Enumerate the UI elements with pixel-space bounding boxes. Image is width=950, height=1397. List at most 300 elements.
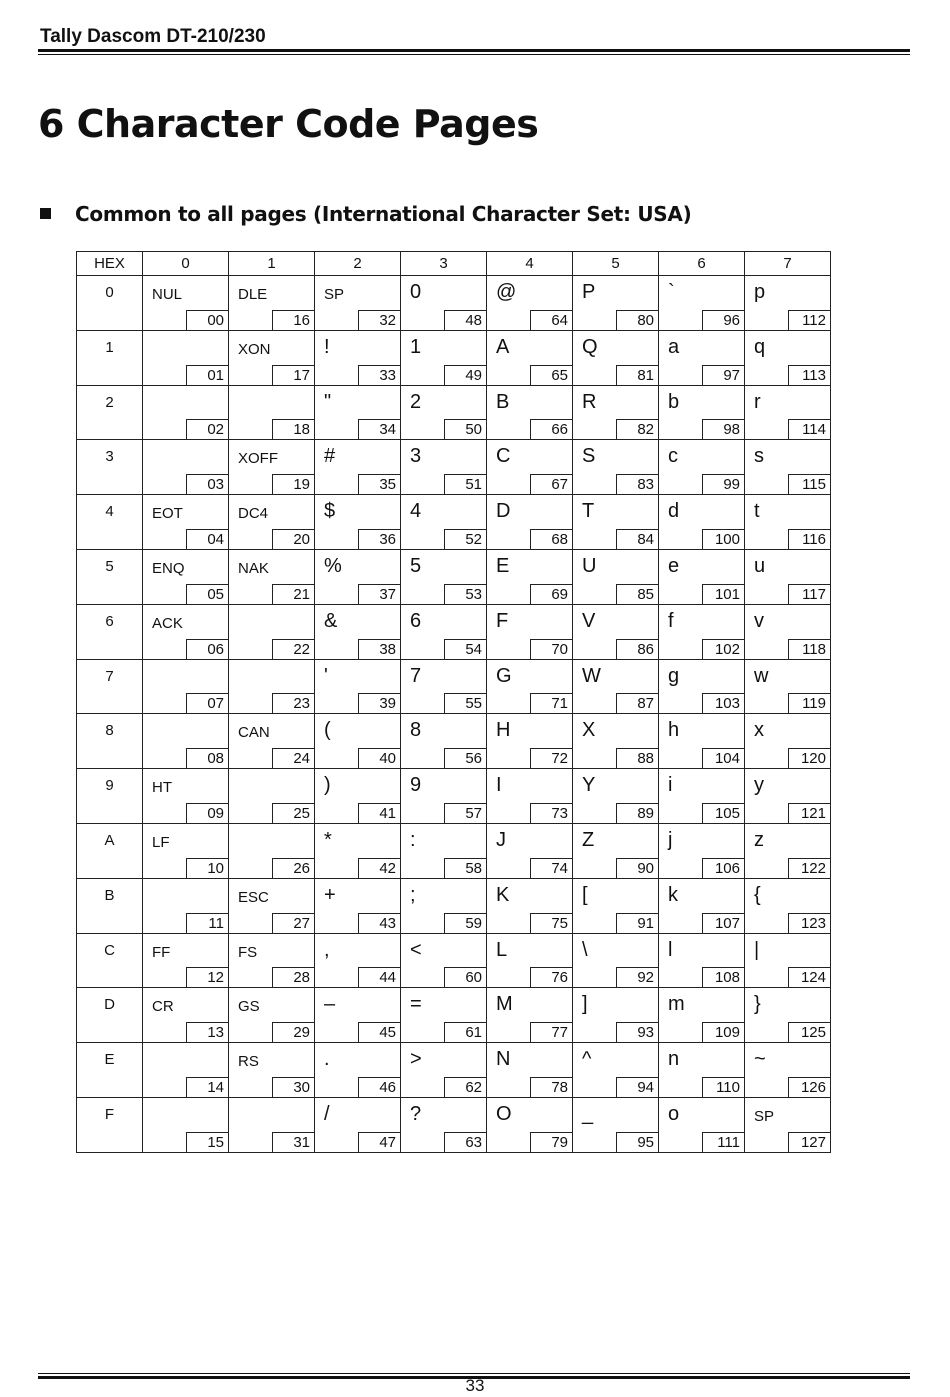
code-cell [659,549,745,604]
code-cell [659,659,745,714]
decimal-code: 16 [272,310,314,330]
character-glyph: XON [238,340,271,358]
decimal-code: 111 [702,1132,744,1152]
character-glyph: V [582,609,596,632]
code-cell [659,933,745,988]
decimal-code: 99 [702,474,744,494]
decimal-code: 119 [788,693,830,713]
character-glyph: FF [152,943,171,961]
decimal-code: 127 [788,1132,830,1152]
character-glyph: g [668,664,680,687]
character-glyph: . [324,1048,330,1071]
code-cell [401,878,487,933]
decimal-code: 80 [616,310,658,330]
code-cell [745,385,831,440]
character-glyph: GS [238,998,260,1016]
decimal-code: 08 [186,748,228,768]
code-cell [143,495,229,550]
character-glyph: C [496,445,511,468]
code-cell [143,659,229,714]
character-glyph: f [668,609,674,632]
character-glyph: XOFF [238,450,278,468]
character-glyph: _ [582,1102,594,1125]
decimal-code: 107 [702,913,744,933]
row-hex-label: 4 [77,495,143,550]
character-glyph: ACK [152,614,183,632]
code-cell [315,1043,401,1098]
column-header: 7 [745,252,831,276]
code-cell [315,933,401,988]
decimal-code: 02 [186,419,228,439]
decimal-code: 18 [272,419,314,439]
character-glyph: CR [152,998,174,1016]
character-glyph: F [496,609,509,632]
code-cell [315,385,401,440]
column-header: 4 [487,252,573,276]
character-glyph: – [324,993,336,1016]
character-glyph: 9 [410,774,422,797]
decimal-code: 44 [358,967,400,987]
decimal-code: 19 [272,474,314,494]
decimal-code: 15 [186,1132,228,1152]
character-glyph: DC4 [238,505,269,523]
table-row [77,330,831,385]
code-cell [143,769,229,824]
code-cell [745,440,831,495]
code-cell [573,549,659,604]
code-cell [401,769,487,824]
code-cell [745,1097,831,1152]
code-cell [315,495,401,550]
character-glyph: j [668,828,673,851]
code-cell [315,440,401,495]
code-cell [229,549,315,604]
character-glyph: B [496,390,510,413]
character-glyph: z [754,828,764,851]
code-cell [401,276,487,331]
decimal-code: 33 [358,365,400,385]
code-cell [487,933,573,988]
character-glyph: Z [582,828,595,851]
code-cell [143,823,229,878]
decimal-code: 77 [530,1022,572,1042]
decimal-code: 24 [272,748,314,768]
decimal-code: 31 [272,1132,314,1152]
decimal-code: 106 [702,858,744,878]
decimal-code: 121 [788,803,830,823]
character-glyph: { [754,883,761,906]
code-cell [143,440,229,495]
code-cell [745,988,831,1043]
decimal-code: 67 [530,474,572,494]
code-cell [229,1097,315,1152]
character-glyph: 6 [410,609,422,632]
character-glyph: D [496,500,511,523]
character-glyph: E [496,554,510,577]
code-cell [659,604,745,659]
footer-rule-thin [38,1373,910,1374]
code-cell [573,878,659,933]
code-cell [487,988,573,1043]
page-number: 33 [465,1376,485,1395]
character-glyph: , [324,938,330,961]
character-glyph: O [496,1102,512,1125]
decimal-code: 09 [186,803,228,823]
row-hex-label: 8 [77,714,143,769]
code-cell [315,769,401,824]
code-cell [229,440,315,495]
table-row [77,276,831,331]
character-glyph: DLE [238,286,268,303]
character-glyph: SP [754,1107,775,1125]
table-row [77,1043,831,1098]
character-glyph: NAK [238,559,269,577]
character-glyph: = [410,993,422,1016]
code-cell [573,440,659,495]
character-glyph: \ [582,938,588,961]
code-cell [487,495,573,550]
decimal-code: 102 [702,639,744,659]
decimal-code: 105 [702,803,744,823]
code-cell [745,276,831,331]
code-cell [573,1043,659,1098]
decimal-code: 04 [186,529,228,549]
decimal-code: 66 [530,419,572,439]
decimal-code: 46 [358,1077,400,1097]
row-hex-label: 3 [77,440,143,495]
code-cell [573,604,659,659]
character-glyph: k [668,883,678,906]
character-glyph: v [754,609,764,632]
decimal-code: 51 [444,474,486,494]
row-hex-label: C [77,933,143,988]
character-glyph: 8 [410,719,422,742]
code-cell [487,440,573,495]
decimal-code: 10 [186,858,228,878]
character-glyph: R [582,390,597,413]
decimal-code: 117 [788,584,830,604]
decimal-code: 22 [272,639,314,659]
decimal-code: 57 [444,803,486,823]
character-glyph: 1 [410,335,422,358]
decimal-code: 34 [358,419,400,439]
row-hex-label: B [77,878,143,933]
character-glyph: FS [238,943,258,961]
character-glyph: NUL [152,286,183,303]
row-hex-label: D [77,988,143,1043]
decimal-code: 89 [616,803,658,823]
code-cell [487,330,573,385]
character-glyph: } [754,993,761,1016]
code-cell [229,276,315,331]
decimal-code: 123 [788,913,830,933]
decimal-code: 40 [358,748,400,768]
table-row [77,1097,831,1152]
code-cell [573,1097,659,1152]
decimal-code: 72 [530,748,572,768]
code-cell [487,604,573,659]
decimal-code: 21 [272,584,314,604]
decimal-code: 84 [616,529,658,549]
decimal-code: 58 [444,858,486,878]
code-cell [315,659,401,714]
code-cell [401,714,487,769]
decimal-code: 65 [530,365,572,385]
decimal-code: 14 [186,1077,228,1097]
table-row [77,823,831,878]
decimal-code: 96 [702,310,744,330]
section-title: Common to all pages (International Character Set: USA) [75,202,692,226]
character-glyph: Q [582,335,598,358]
code-cell [573,659,659,714]
decimal-code: 25 [272,803,314,823]
code-cell [487,276,573,331]
page-heading: 6 Character Code Pages [38,102,539,146]
decimal-code: 43 [358,913,400,933]
table-row [77,878,831,933]
character-glyph: o [668,1102,680,1125]
column-header: 3 [401,252,487,276]
code-cell [745,823,831,878]
decimal-code: 12 [186,967,228,987]
row-hex-label: 9 [77,769,143,824]
character-glyph: P [582,281,596,303]
code-cell [745,933,831,988]
character-glyph: > [410,1048,422,1071]
header-rule-thin [38,54,910,55]
character-glyph: M [496,993,513,1016]
row-hex-label: 2 [77,385,143,440]
character-glyph: ' [324,664,328,687]
character-glyph: J [496,828,506,851]
code-cell [229,878,315,933]
decimal-code: 63 [444,1132,486,1152]
code-cell [143,714,229,769]
decimal-code: 90 [616,858,658,878]
decimal-code: 126 [788,1077,830,1097]
code-cell [315,878,401,933]
decimal-code: 75 [530,913,572,933]
row-hex-label: A [77,823,143,878]
code-cell [315,714,401,769]
table-row [77,714,831,769]
code-cell [143,1043,229,1098]
decimal-code: 116 [788,529,830,549]
decimal-code: 97 [702,365,744,385]
character-glyph: e [668,554,680,577]
character-glyph: r [754,390,761,413]
code-cell [659,823,745,878]
decimal-code: 91 [616,913,658,933]
code-cell [229,495,315,550]
hex-corner-label: HEX [77,252,143,276]
decimal-code: 64 [530,310,572,330]
decimal-code: 52 [444,529,486,549]
character-glyph: | [754,938,760,961]
code-cell [659,495,745,550]
code-cell [143,604,229,659]
code-cell [315,549,401,604]
code-cell [573,714,659,769]
column-header: 1 [229,252,315,276]
code-cell [229,659,315,714]
character-glyph: X [582,719,596,742]
code-cell [487,714,573,769]
character-glyph: Y [582,774,596,797]
code-cell [229,1043,315,1098]
code-cell [745,1043,831,1098]
code-cell [315,276,401,331]
character-glyph: L [496,938,508,961]
character-glyph: t [754,500,760,523]
character-glyph: ! [324,335,330,358]
decimal-code: 01 [186,365,228,385]
code-cell [487,385,573,440]
decimal-code: 125 [788,1022,830,1042]
decimal-code: 83 [616,474,658,494]
decimal-code: 103 [702,693,744,713]
decimal-code: 29 [272,1022,314,1042]
decimal-code: 93 [616,1022,658,1042]
table-row [77,988,831,1043]
code-cell [143,549,229,604]
code-cell [745,769,831,824]
character-glyph: i [668,774,673,797]
decimal-code: 30 [272,1077,314,1097]
decimal-code: 17 [272,365,314,385]
code-cell [487,659,573,714]
character-glyph: T [582,500,595,523]
character-glyph: y [754,774,764,797]
decimal-code: 104 [702,748,744,768]
character-glyph: [ [582,883,588,906]
decimal-code: 50 [444,419,486,439]
character-glyph: ; [410,883,416,906]
header-rule-thick [38,49,910,52]
code-cell [229,988,315,1043]
character-glyph: ) [324,774,331,797]
decimal-code: 38 [358,639,400,659]
code-cell [745,495,831,550]
code-cell [487,878,573,933]
document-header-title: Tally Dascom DT-210/230 [40,26,266,47]
code-cell [143,385,229,440]
character-glyph: ? [410,1102,422,1125]
code-cell [229,823,315,878]
code-cell [573,276,659,331]
decimal-code: 98 [702,419,744,439]
decimal-code: 54 [444,639,486,659]
character-glyph: U [582,554,597,577]
code-cell [401,385,487,440]
code-cell [143,988,229,1043]
code-cell [745,549,831,604]
table-row [77,659,831,714]
code-cell [573,988,659,1043]
character-glyph: b [668,390,680,413]
decimal-code: 20 [272,529,314,549]
character-glyph: ~ [754,1048,766,1071]
character-glyph: EOT [152,505,183,523]
table-body [77,276,831,1153]
code-cell [315,604,401,659]
code-cell [229,385,315,440]
table-row [77,933,831,988]
decimal-code: 71 [530,693,572,713]
decimal-code: 55 [444,693,486,713]
character-glyph: ` [668,281,675,303]
decimal-code: 60 [444,967,486,987]
character-code-table [76,251,831,1153]
character-glyph: 4 [410,500,422,523]
decimal-code: 120 [788,748,830,768]
row-hex-label: 0 [77,276,143,331]
decimal-code: 53 [444,584,486,604]
code-cell [401,330,487,385]
column-header: 5 [573,252,659,276]
code-cell [573,330,659,385]
column-header: 6 [659,252,745,276]
decimal-code: 48 [444,310,486,330]
decimal-code: 23 [272,693,314,713]
code-cell [401,659,487,714]
code-cell [659,385,745,440]
code-cell [745,878,831,933]
character-glyph: a [668,335,680,358]
code-cell [745,330,831,385]
code-cell [659,988,745,1043]
code-cell [573,495,659,550]
character-glyph: $ [324,500,336,523]
square-bullet-icon [40,208,51,219]
code-cell [229,330,315,385]
character-glyph: @ [496,281,517,303]
decimal-code: 45 [358,1022,400,1042]
table-header-row [77,252,831,276]
decimal-code: 39 [358,693,400,713]
decimal-code: 05 [186,584,228,604]
code-cell [315,1097,401,1152]
decimal-code: 61 [444,1022,486,1042]
decimal-code: 03 [186,474,228,494]
decimal-code: 94 [616,1077,658,1097]
character-glyph: LF [152,833,170,851]
decimal-code: 86 [616,639,658,659]
character-glyph: G [496,664,512,687]
character-glyph: 2 [410,390,422,413]
character-glyph: w [754,664,769,687]
decimal-code: 88 [616,748,658,768]
code-cell [229,714,315,769]
decimal-code: 36 [358,529,400,549]
character-glyph: RS [238,1053,259,1071]
decimal-code: 118 [788,639,830,659]
character-glyph: * [324,828,332,851]
code-cell [659,330,745,385]
code-cell [401,549,487,604]
column-header: 0 [143,252,229,276]
decimal-code: 49 [444,365,486,385]
decimal-code: 26 [272,858,314,878]
table-row [77,604,831,659]
decimal-code: 100 [702,529,744,549]
code-cell [401,988,487,1043]
code-cell [315,988,401,1043]
character-glyph: " [324,390,332,413]
code-cell [315,330,401,385]
code-cell [143,933,229,988]
decimal-code: 41 [358,803,400,823]
